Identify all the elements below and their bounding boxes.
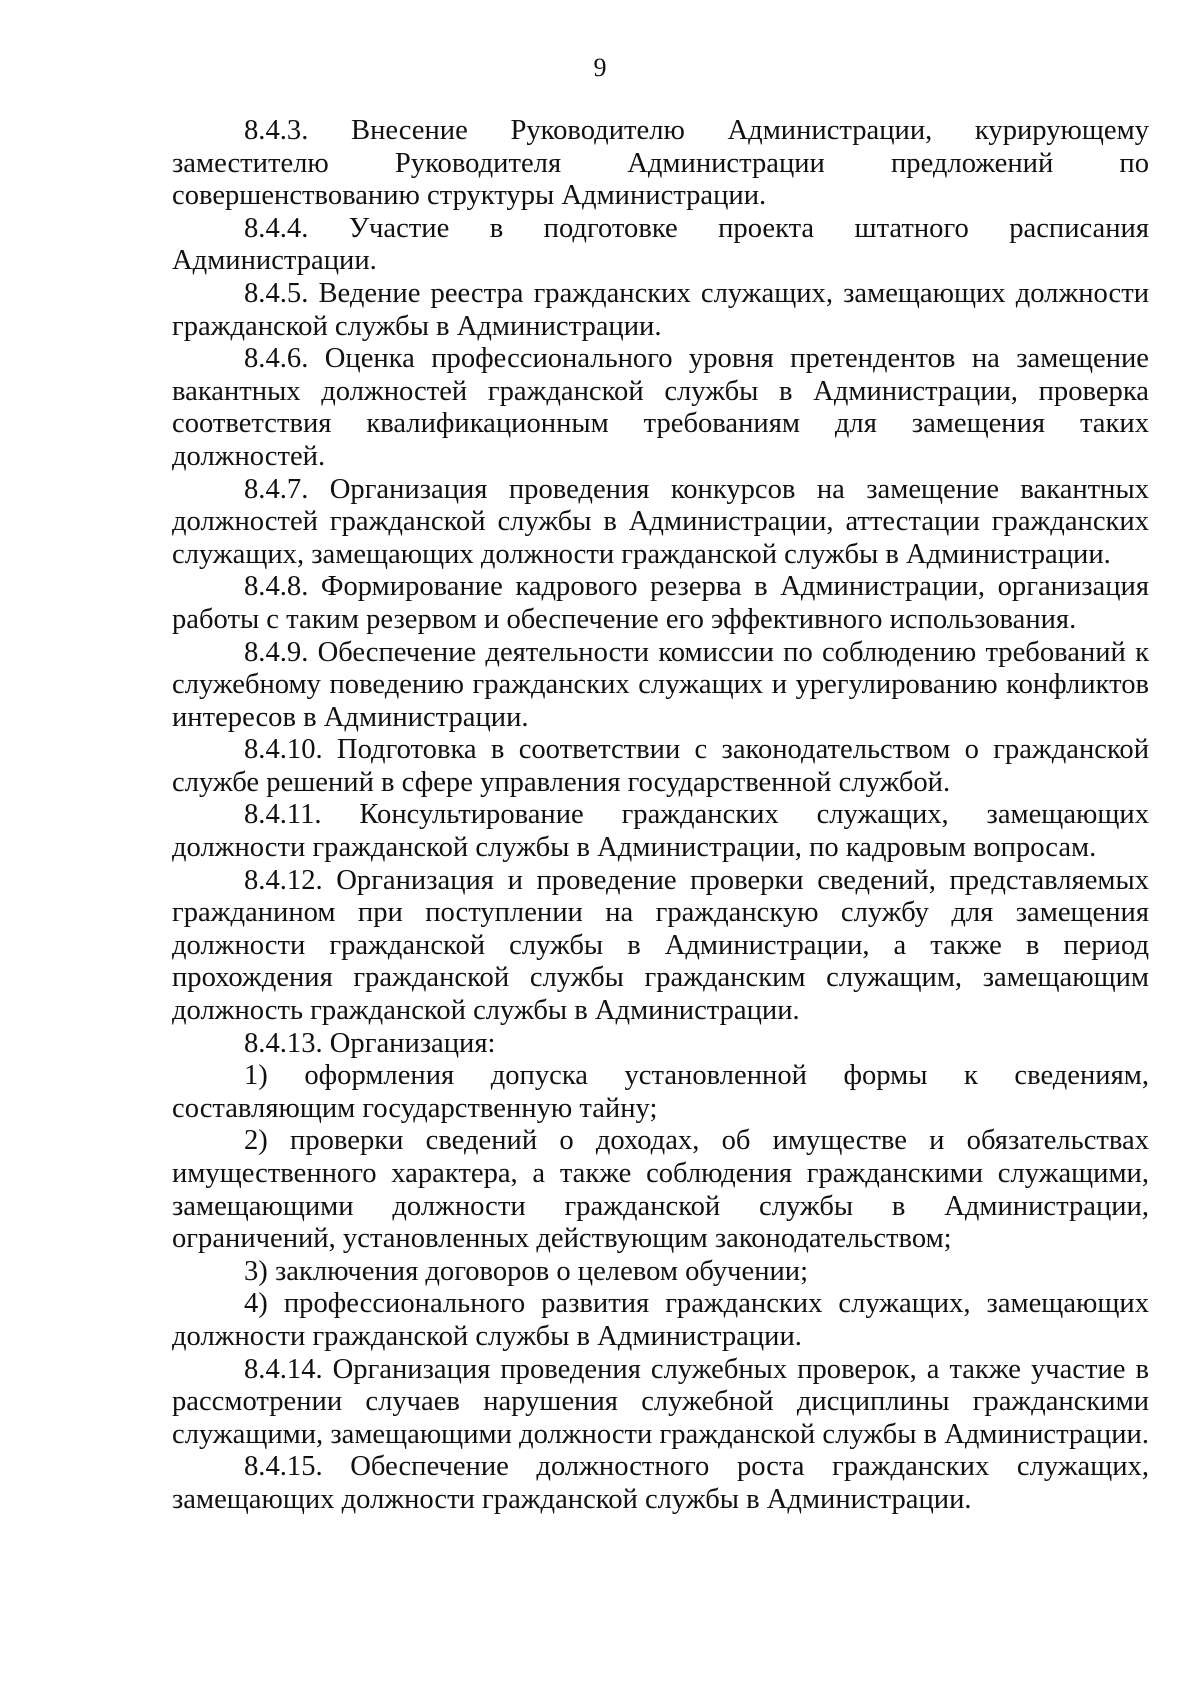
paragraph-8-4-7: 8.4.7. Организация проведения конкурсов на замещение вакантных должностей гражданской службы в Администрации, аттестации гражданских служащих, замещающих должности гражданской службы в Администрации. <box>172 473 1149 570</box>
paragraph-8-4-13: 8.4.13. Организация: <box>244 1027 496 1059</box>
paragraph-8-4-3: 8.4.3. Внесение Руководителю Администрации, курирующему заместителю Руководителя Администрации предложений по совершенствованию структуры Администрации. <box>172 115 1149 212</box>
paragraph-8-4-9: 8.4.9. Обеспечение деятельности комиссии по соблюдению требований к служебному поведению гражданских служащих и урегулированию конфликтов интересов в Администрации. <box>172 636 1149 733</box>
document-body <box>172 115 1149 1517</box>
list-item-1: 1) оформления допуска установленной формы к сведениям, составляющим государственную тайну; <box>172 1060 1149 1124</box>
paragraph-8-4-4: 8.4.4. Участие в подготовке проекта штатного расписания Администрации. <box>172 212 1149 277</box>
list-item-2: 2) проверки сведений о доходах, об имуществе и обязательствах имущественного характера, а также соблюдения гражданскими служащими, замещающими должности гражданской службы в Администрации, ограничений, установленных действующим законодательством; <box>172 1125 1149 1255</box>
list-item-4: 4) профессионального развития гражданских служащих, замещающих должности гражданской службы в Администрации. <box>172 1288 1149 1352</box>
page-number: 9 <box>593 53 607 82</box>
paragraph-8-4-15: 8.4.15. Обеспечение должностного роста гражданских служащих, замещающих должности гражданской службы в Администрации. <box>172 1451 1149 1515</box>
paragraph-8-4-12: 8.4.12. Организация и проведение проверки сведений, представляемых гражданином при поступлении на гражданскую службу для замещения должности гражданской службы в Администрации, а также в период прохождения гражданской службы гражданским служащим, замещающим должность гражданской службы в Администрации. <box>172 864 1149 1027</box>
paragraph-8-4-8: 8.4.8. Формирование кадрового резерва в Администрации, организация работы с таким резервом и обеспечение его эффективного использования. <box>172 571 1149 635</box>
paragraph-8-4-10: 8.4.10. Подготовка в соответствии с законодательством о гражданской службе решений в сфере управления государственной службой. <box>172 734 1149 798</box>
paragraph-8-4-6: 8.4.6. Оценка профессионального уровня претендентов на замещение вакантных должностей гражданской службы в Администрации, проверка соответствия квалификационным требованиям для замещения таких должностей. <box>172 343 1149 472</box>
paragraph-8-4-5: 8.4.5. Ведение реестра гражданских служащих, замещающих должности гражданской службы в Администрации. <box>172 277 1149 342</box>
paragraph-8-4-11: 8.4.11. Консультирование гражданских служащих, замещающих должности гражданской службы в Администрации, по кадровым вопросам. <box>172 799 1149 864</box>
paragraph-8-4-14: 8.4.14. Организация проведения служебных проверок, а также участие в рассмотрении случаев нарушения служебной дисциплины гражданскими служащими, замещающими должности гражданской службы в Администрации. <box>172 1353 1149 1450</box>
list-item-3: 3) заключения договоров о целевом обучении; <box>244 1255 809 1287</box>
